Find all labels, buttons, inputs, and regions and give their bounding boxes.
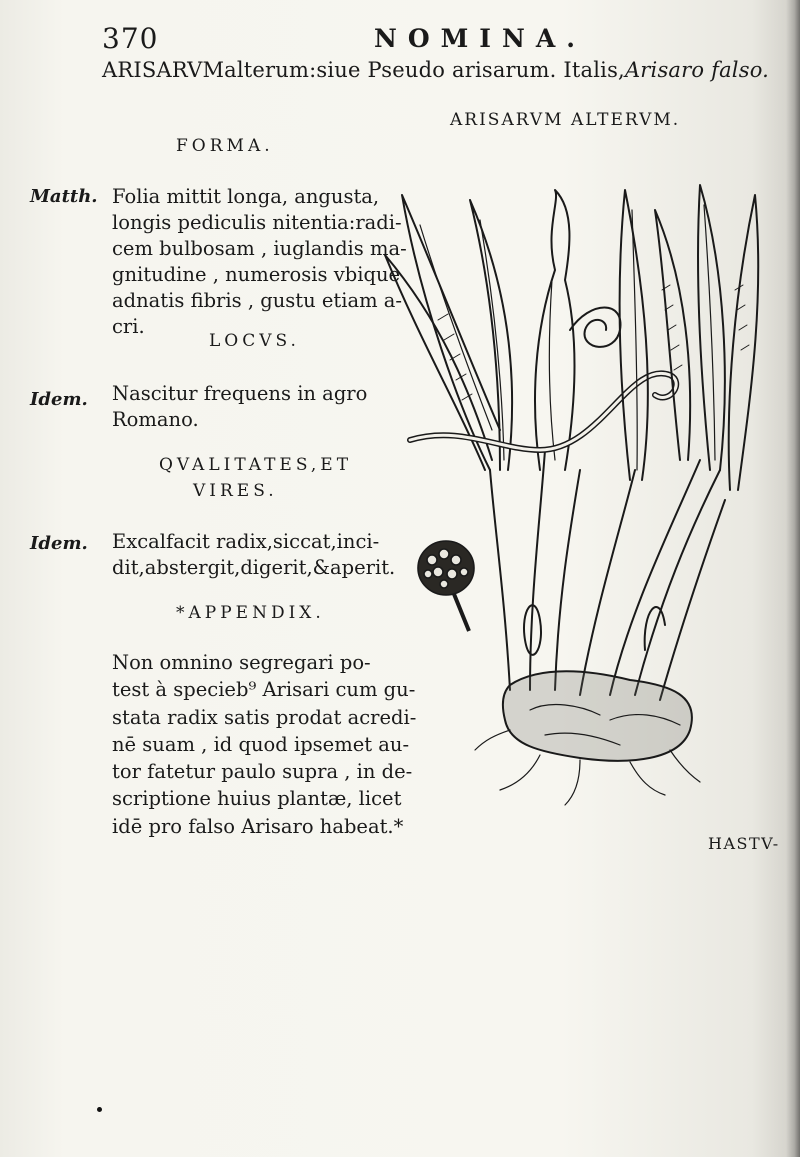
section-heading-forma: FORMA. [176,136,274,156]
appendix-text: Non omnino segregari po- test à specieb⁹ Arisari cum gu- stata radix satis prodat acredi- nē suam , id quod ipsemet au- tor fatetur paulo supra , in de- scriptione huius plantæ, licet idē pro falso Arisaro habeat.* [112,651,417,838]
plant-title-roman: ARISARVMalterum:siue Pseudo arisarum. Italis, [102,58,625,82]
plant-title-italic: Arisaro falso. [624,58,770,82]
locus-text: Nascitur frequens in agro Romano. [112,382,368,431]
ink-speck [97,1107,102,1112]
margin-note-matth: Matth. [30,186,98,207]
running-head: NOMINA. [374,24,586,53]
margin-note-idem: Idem. [30,389,88,410]
fruit-spadix-illustration [414,536,484,636]
section-heading-locus: LOCVS. [209,331,300,351]
page-number: 370 [102,22,159,55]
qualitates-text: Excalfacit radix,siccat,inci- dit,abstergit,digerit,&aperit. [112,530,396,579]
page-edge-shadow [786,0,800,1157]
margin-note-idem-2: Idem. [30,533,88,554]
forma-text: Folia mittit longa, angusta, longis pediculis nitentia:radi- cem bulbosam , iuglandis ma- gnitudine , numerosis vbique adnatis fibris , gustu etiam a- cri. [112,185,407,338]
figure-caption: ARISARVM ALTERVM. [450,110,681,130]
catchword: HASTV- [708,834,780,853]
section-heading-vires: VIRES. [193,481,278,501]
plant-title [102,58,769,82]
section-heading-qualitates: QVALITATES,ET [159,455,353,475]
section-heading-appendix: *APPENDIX. [176,603,325,623]
plant-woodcut-illustration [380,170,765,810]
